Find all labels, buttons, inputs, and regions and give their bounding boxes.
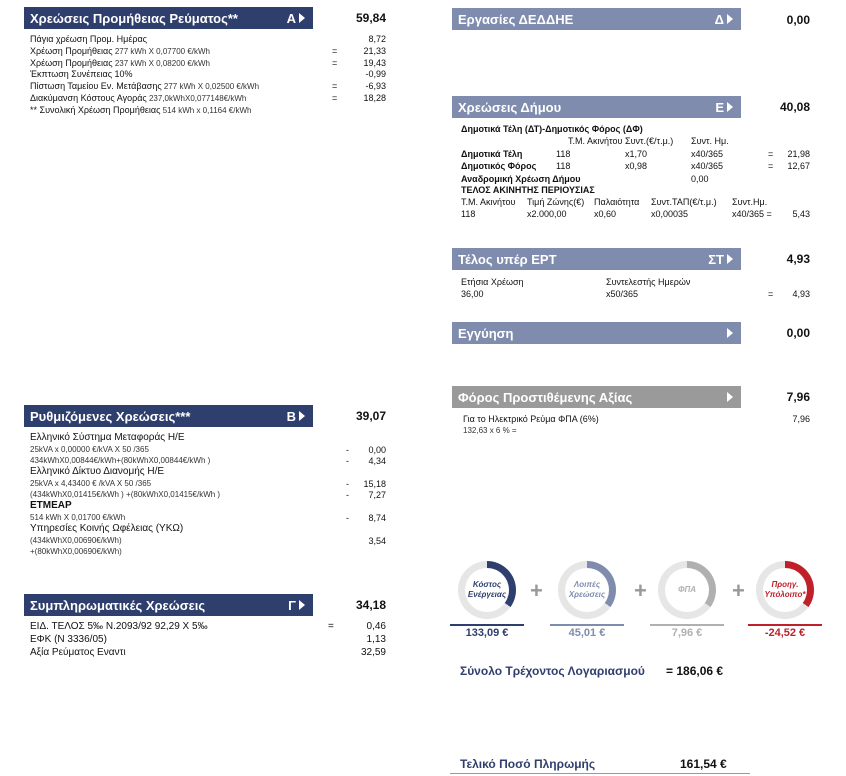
ring-underline [748, 624, 822, 626]
b-value: 7,27 [368, 490, 386, 500]
b-value: 8,74 [368, 513, 386, 523]
section-e-amount: 40,08 [779, 100, 810, 114]
b-line: (434kWhX0,01415€/kWh ) +(80kWhX0,01415€/kWh ) [30, 490, 221, 499]
a-line-detail: 514 kWh x 0,1164 €/kWh [160, 105, 252, 115]
vat-header [452, 386, 741, 408]
a-line-detail: 237,0kWhX0,077148€/kWh [146, 94, 247, 103]
e-cell: x1,70 [625, 149, 648, 159]
a-line-text: Έκπτωση Συνέπειας 10% [30, 69, 133, 80]
ring-value: 133,09 € [465, 627, 509, 639]
b-line: Ελληνικό Σύστημα Μεταφοράς Η/Ε [30, 432, 185, 443]
e-eq: = [768, 149, 774, 159]
e-col: Τ.Μ. Ακινήτου [568, 136, 623, 146]
a-line-detail: 277 kWh X 0,02500 €/kWh [161, 82, 260, 92]
a-line-text: Χρέωση Προμήθειας [30, 45, 113, 56]
st-col: Συντελεστής Ημερών [606, 277, 691, 287]
a-line-value: -6,93 [365, 81, 386, 92]
g-line-value: 1,13 [366, 634, 386, 645]
b-value: 15,18 [363, 479, 386, 489]
a-line-label [30, 68, 133, 80]
e-value: 5,43 [792, 209, 810, 219]
a-line-text: Πάγια χρέωση Προμ. Ημέρας [30, 34, 148, 44]
triangle-right-icon [727, 14, 733, 24]
e-tval: x40/365 = [732, 209, 772, 219]
ring-underline [450, 624, 524, 626]
summary-ring [458, 561, 516, 619]
ring-value: -24,52 € [764, 627, 806, 639]
e-tval: x0,60 [594, 209, 617, 219]
b-line: 25kVA x 0,00000 €/kVA X 50 /365 [30, 445, 149, 454]
a-line-value: -0,99 [365, 69, 386, 80]
b-value: 3,54 [368, 536, 386, 546]
triangle-right-icon [727, 328, 733, 338]
section-g-title: Συμπληρωματικές Χρεώσεις [30, 597, 206, 613]
a-line-label [30, 104, 251, 117]
e-cell: 118 [556, 149, 571, 159]
total-value: = 186,06 € [666, 664, 724, 678]
ring-label: Προηγ. Υπόλοιπο* [763, 568, 807, 612]
b-dash: - [346, 513, 349, 523]
e-heading: Δημοτικά Τέλη (ΔΤ)-Δημοτικός Φόρος (ΔΦ) [461, 124, 643, 134]
g-line-label: ΕΦΚ (Ν 3336/05) [30, 634, 107, 645]
section-g-letter: Γ [288, 597, 296, 613]
st-col: Ετήσια Χρέωση [461, 277, 524, 287]
e-cell: x0,98 [625, 161, 648, 171]
section-b-letter: Β [286, 408, 296, 424]
triangle-right-icon [727, 392, 733, 402]
a-line-value: 18,28 [363, 93, 386, 103]
e-tval: x2.000,00 [527, 209, 567, 219]
a-line-value: 21,33 [363, 45, 386, 56]
a-line-value: 8,72 [368, 34, 386, 44]
e-row-label: Αναδρομική Χρέωση Δήμου [461, 174, 581, 184]
guarantee-title: Εγγύηση [458, 325, 514, 341]
triangle-right-icon [727, 102, 733, 112]
vat-title: Φόρος Προστιθέμενης Αξίας [458, 389, 633, 405]
ring-label: Κόστος Ενέργειας [465, 568, 509, 612]
a-line-value: 19,43 [363, 57, 386, 68]
a-line-label [30, 33, 147, 45]
section-st-title: Τέλος υπέρ ΕΡΤ [458, 251, 557, 267]
e-heading: ΤΕΛΟΣ ΑΚΙΝΗΤΗΣ ΠΕΡΙΟΥΣΙΑΣ [461, 185, 595, 195]
e-cell: 118 [556, 161, 571, 171]
e-tcol: Τ.Μ. Ακινήτου [461, 197, 516, 207]
e-row-label: Δημοτικός Φόρος [461, 161, 537, 171]
guarantee-amount: 0,00 [786, 326, 810, 340]
b-line: +(80kWhX0,00690€/kWh) [30, 547, 122, 556]
triangle-right-icon [727, 254, 733, 264]
section-d-title: Εργασίες ΔΕΔΔΗΕ [458, 11, 574, 27]
section-e-title: Χρεώσεις Δήμου [458, 99, 562, 115]
e-value: 21,98 [787, 149, 810, 159]
e-tval: x0,00035 [651, 209, 689, 219]
e-col: Συντ.(€/τ.μ.) [625, 136, 674, 146]
triangle-right-icon [299, 411, 305, 421]
section-d-amount: 0,00 [786, 13, 810, 27]
st-val: x50/365 [606, 289, 639, 299]
section-a-letter: Α [286, 10, 296, 26]
g-line-eq: = [328, 621, 334, 632]
vat-line: 132,63 x 6 % = [463, 426, 517, 435]
a-line-text: ** Συνολική Χρέωση Προμήθειας [30, 104, 161, 115]
section-d-header [452, 8, 741, 30]
e-tcol: Συντ.Ημ. [732, 197, 768, 207]
plus-icon: + [634, 578, 647, 603]
plus-icon: + [530, 578, 543, 603]
b-value: 0,00 [368, 445, 386, 455]
b-dash: - [346, 456, 349, 466]
b-line: 434kWhX0,00844€/kWh+(80kWhX0,00844€/kWh ) [30, 456, 211, 465]
a-line-text: Διακύμανση Κόστους Αγοράς [30, 93, 147, 103]
b-dash: - [346, 479, 349, 489]
section-st-amount: 4,93 [786, 252, 810, 266]
b-line: Υπηρεσίες Κοινής Ωφέλειας (ΥΚΩ) [30, 523, 184, 534]
b-line: 25kVA x 4,43400 € /kVA X 50 /365 [30, 479, 152, 488]
e-eq: = [768, 161, 774, 171]
e-tcol: Τιμή Ζώνης(€) [527, 197, 585, 207]
a-line-eq: = [332, 93, 338, 103]
a-line-detail: 277 kWh X 0,07700 €/kWh [112, 46, 210, 56]
b-dash: - [346, 445, 349, 455]
a-line-text: Πίστωση Ταμείου Εν. Μετάβασης [30, 81, 162, 92]
e-tcol: Συντ.ΤΑΠ(€/τ.μ.) [651, 197, 717, 207]
section-a-title: Χρεώσεις Προμήθειας Ρεύματος** [30, 10, 238, 26]
section-b-amount: 39,07 [355, 409, 386, 423]
section-g-amount: 34,18 [355, 598, 386, 612]
a-line-text: Χρέωση Προμήθειας [30, 57, 113, 68]
b-line: ΕΤΜΕΑΡ [30, 500, 72, 511]
e-cell: x40/365 [691, 161, 724, 171]
b-dash: - [346, 490, 349, 500]
final-value: 161,54 € [680, 757, 727, 771]
summary-ring [756, 561, 814, 619]
section-st-letter: ΣΤ [708, 251, 724, 267]
divider [450, 773, 750, 774]
e-row-label: Δημοτικά Τέλη [461, 149, 523, 159]
a-line-eq: = [332, 81, 338, 92]
e-value: 0,00 [691, 174, 709, 184]
e-tval: 118 [461, 209, 476, 219]
e-col: Συντ. Ημ. [691, 136, 729, 146]
g-line-label: ΕΙΔ. ΤΕΛΟΣ 5‰ Ν.2093/92 92,29 Χ 5‰ [30, 621, 208, 632]
section-a-header [24, 7, 313, 29]
triangle-right-icon [299, 13, 305, 23]
a-line-detail: 237 kWh X 0,08200 €/kWh [112, 58, 210, 68]
b-line: 514 kWh X 0,01700 €/kWh [30, 513, 126, 522]
e-cell: x40/365 [691, 149, 724, 159]
b-value: 4,34 [368, 456, 386, 466]
b-line: Ελληνικό Δίκτυο Διανομής Η/Ε [30, 466, 165, 477]
st-eq: = [768, 289, 774, 299]
g-line-value: 0,46 [366, 621, 386, 632]
summary-ring [658, 561, 716, 619]
final-label: Τελικό Ποσό Πληρωμής [460, 757, 596, 771]
triangle-right-icon [299, 600, 305, 610]
ring-underline [650, 624, 724, 626]
vat-line: Για το Ηλεκτρικό Ρεύμα ΦΠΑ (6%) [463, 414, 599, 424]
ring-value: 7,96 € [671, 627, 703, 639]
vat-amount: 7,96 [786, 390, 810, 404]
section-st-header [452, 248, 741, 270]
g-line-value: 32,59 [360, 647, 386, 658]
section-b-header [24, 405, 313, 427]
section-e-header [452, 96, 741, 118]
st-value: 4,93 [792, 289, 810, 299]
total-label: Σύνολο Τρέχοντος Λογαριασμού [460, 664, 645, 678]
section-g-header [24, 594, 313, 616]
section-d-letter: Δ [714, 11, 724, 27]
e-value: 12,67 [787, 161, 810, 171]
ring-label: ΦΠΑ [665, 568, 709, 612]
g-line-label: Αξία Ρεύματος Εναντι [30, 647, 126, 658]
section-b-title: Ρυθμιζόμενες Χρεώσεις*** [30, 408, 191, 424]
guarantee-header [452, 322, 741, 344]
a-line-eq: = [332, 45, 338, 56]
ring-underline [550, 624, 624, 626]
ring-label: Λοιπές Χρεώσεις [565, 568, 609, 612]
section-a-amount: 59,84 [355, 11, 386, 25]
b-line: (434kWhX0,00690€/kWh) [30, 536, 122, 545]
a-line-eq: = [332, 57, 338, 68]
section-e-letter: Ε [715, 99, 724, 115]
summary-ring [558, 561, 616, 619]
st-val: 36,00 [461, 289, 484, 299]
plus-icon: + [732, 578, 745, 603]
ring-value: 45,01 € [568, 627, 606, 639]
e-tcol: Παλαιότητα [594, 197, 640, 207]
vat-value: 7,96 [792, 414, 810, 424]
